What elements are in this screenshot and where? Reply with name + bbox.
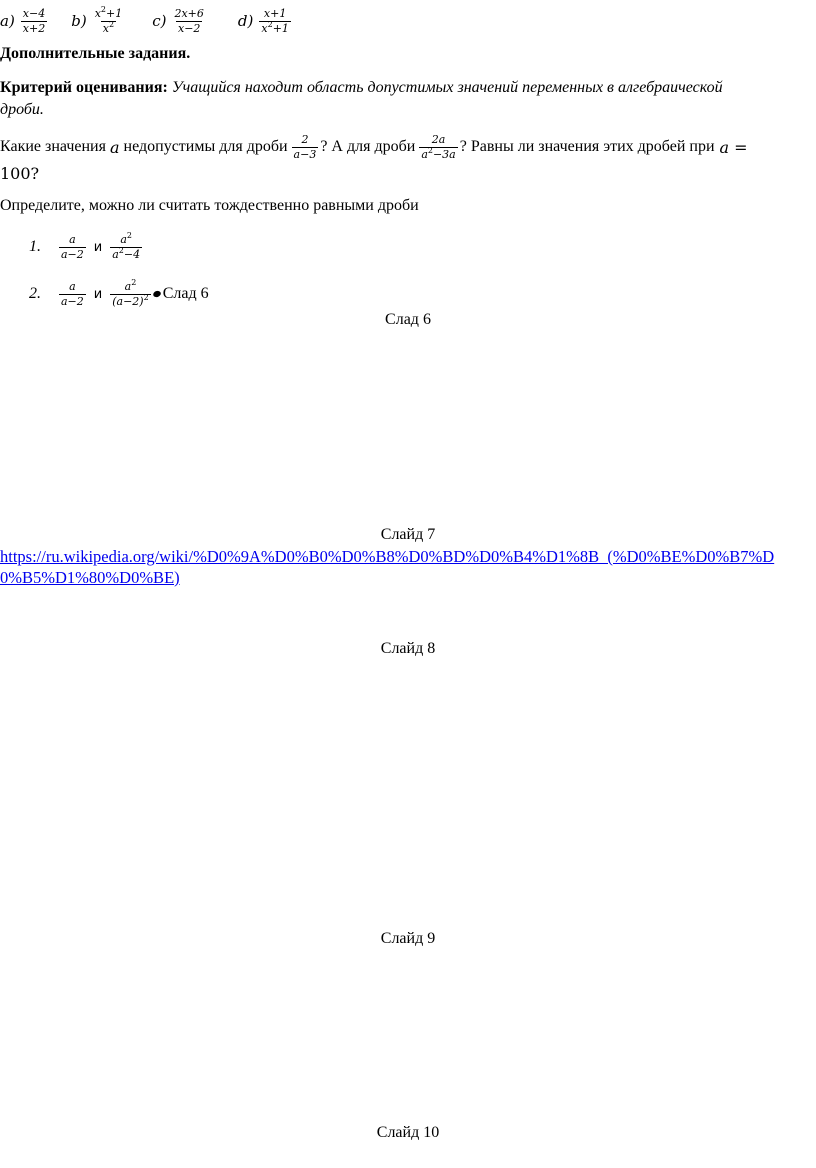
option-c-label: c) bbox=[152, 12, 167, 30]
item-1-and: и bbox=[93, 239, 103, 255]
wikipedia-link-line-2[interactable]: 0%B5%D1%80%D0%BE) bbox=[0, 568, 180, 587]
wikipedia-link[interactable] bbox=[0, 546, 774, 588]
item-1-fraction-2: $\frac{a^2}{a^2-4}$ bbox=[112, 230, 141, 261]
option-c-numerator: 2x+6 bbox=[174, 6, 204, 20]
question-line-1 bbox=[0, 130, 748, 164]
option-a-numerator: x−4 bbox=[22, 6, 46, 20]
bullet-dot-icon bbox=[152, 290, 161, 298]
option-d-numerator: x+1 bbox=[263, 6, 287, 20]
question-fraction-1: $\frac{2}{a-3}$ bbox=[293, 132, 317, 161]
criteria-text: Учащийся находит область допустимых значений переменных в алгебраической bbox=[171, 79, 723, 96]
criteria-line-2: дроби. bbox=[0, 101, 44, 118]
option-d-fraction bbox=[259, 8, 291, 35]
item-2-fraction-1: $\frac{a}{a-2}$ bbox=[61, 279, 84, 308]
option-c-fraction bbox=[172, 8, 205, 35]
slide-10-label: Слайд 10 bbox=[376, 1124, 440, 1141]
item-2-trailing-text: Слад 6 bbox=[162, 285, 209, 302]
item-number: 1. bbox=[29, 238, 41, 255]
item-number: 2. bbox=[29, 285, 41, 302]
criteria-line-1 bbox=[0, 79, 723, 97]
list-item bbox=[29, 230, 144, 264]
option-b-fraction bbox=[93, 4, 125, 35]
option-c-denominator: x−2 bbox=[177, 21, 201, 35]
option-b-denominator: $x^2$ bbox=[102, 19, 115, 35]
option-d-denominator: $x^2+1$ bbox=[261, 19, 289, 35]
item-1-fraction-1: $\frac{a}{a-2}$ bbox=[61, 232, 84, 261]
option-a-fraction bbox=[21, 8, 47, 35]
extra-tasks-heading: Дополнительные задания. bbox=[0, 45, 191, 62]
list-item bbox=[29, 276, 209, 312]
question-fraction-2: $\frac{2a}{a^2-3a}$ bbox=[421, 132, 456, 161]
options-row bbox=[0, 4, 293, 38]
wikipedia-link-line-1[interactable]: https://ru.wikipedia.org/wiki/%D0%9A%D0%B0%D0%B8%D0%BD%D0%B4%D1%8B_(%D0%BE%D0%B7%D bbox=[0, 547, 775, 566]
option-b-numerator: $x^2+1$ bbox=[94, 4, 123, 20]
question-text-3: ? А для дроби bbox=[320, 138, 416, 155]
question-line-2: 100? bbox=[0, 164, 40, 183]
question-text-1: Какие значения bbox=[0, 138, 106, 155]
question-text-5: a = bbox=[719, 137, 748, 157]
item-2-and: и bbox=[93, 286, 103, 302]
option-d-label: d) bbox=[237, 12, 254, 30]
criteria-label: Критерий оценивания: bbox=[0, 79, 168, 96]
slide-6-label: Слад 6 bbox=[385, 311, 431, 328]
question-text-2: недопустимы для дроби bbox=[123, 138, 288, 155]
slide-7-label: Слайд 7 bbox=[380, 526, 436, 543]
question-text-4: ? Равны ли значения этих дробей при bbox=[459, 138, 715, 155]
slide-9-label: Слайд 9 bbox=[380, 930, 436, 947]
option-b-label: b) bbox=[71, 12, 87, 30]
question-var-a: a bbox=[109, 137, 120, 157]
option-a-denominator: x+2 bbox=[22, 21, 46, 35]
option-a-label: a) bbox=[0, 12, 15, 30]
item-2-fraction-2: $\frac{a^2}{(a-2)^2}$ bbox=[112, 277, 149, 308]
determine-text: Определите, можно ли считать тождественно равными дроби bbox=[0, 197, 419, 214]
slide-8-label: Слайд 8 bbox=[380, 640, 436, 657]
